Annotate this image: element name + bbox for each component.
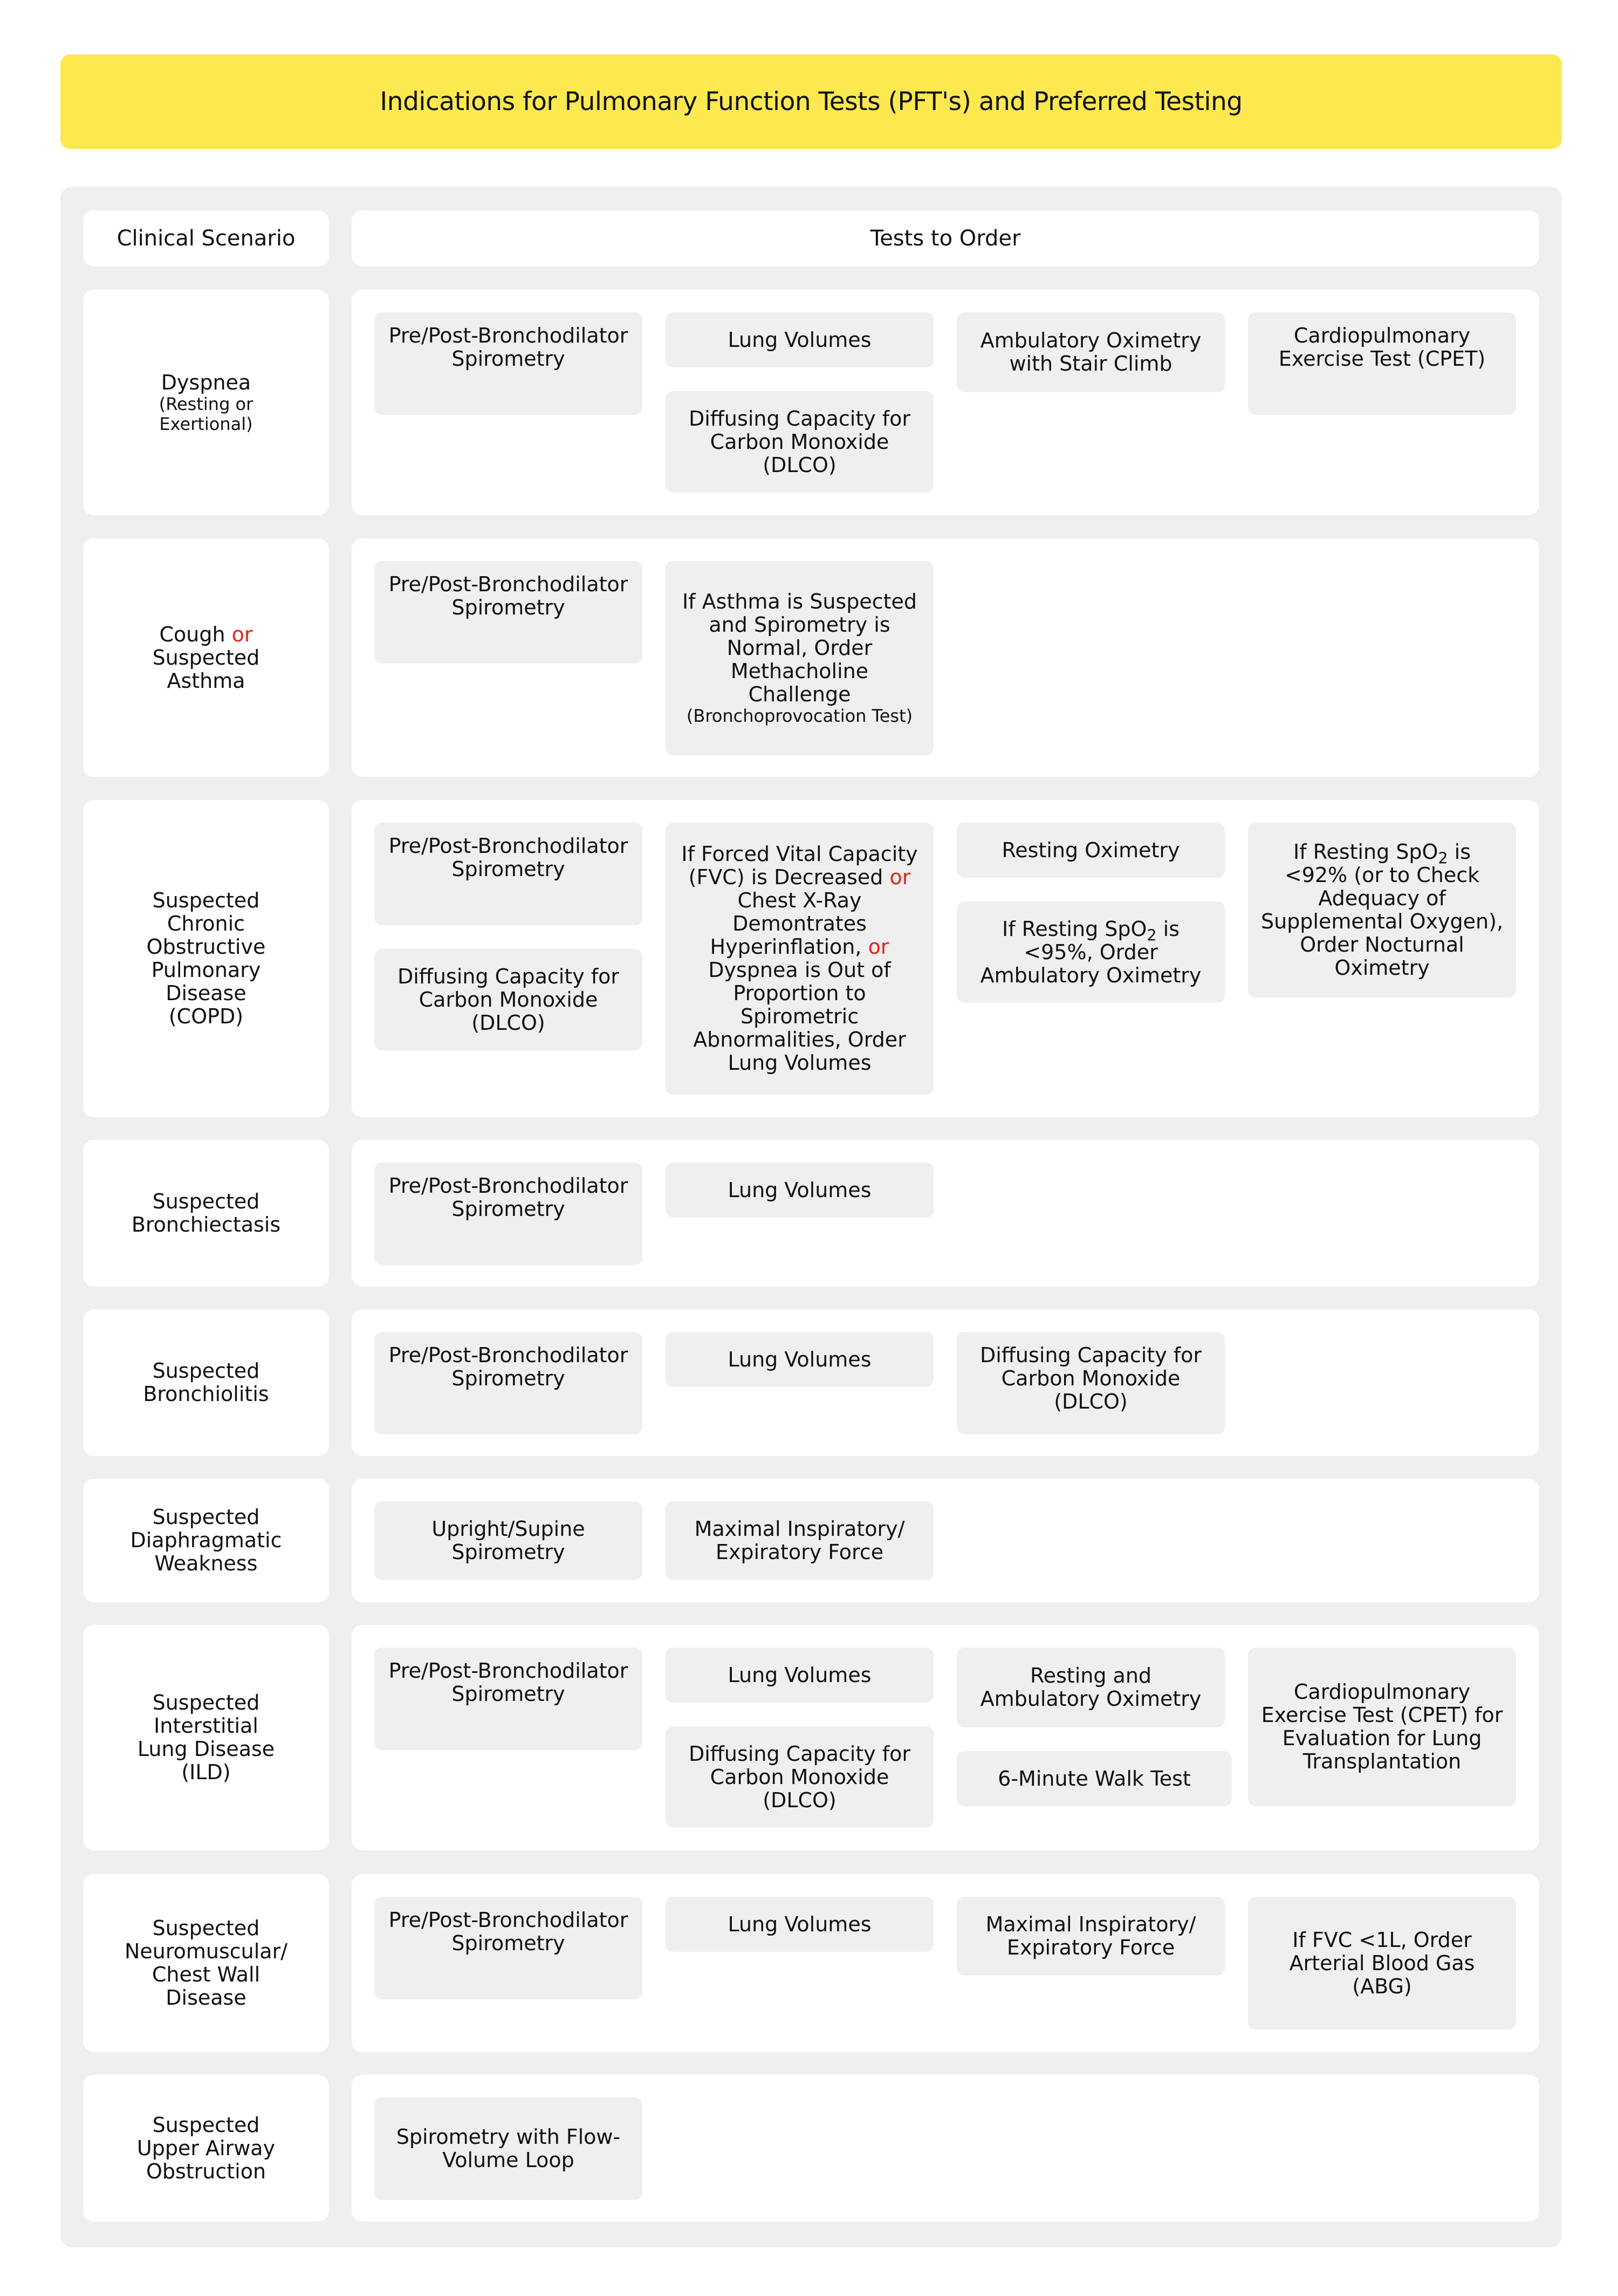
- header-scenario: Clinical Scenario: [83, 210, 329, 266]
- scenario-diaphragmatic-weakness: Suspected Diaphragmatic Weakness: [83, 1479, 329, 1602]
- test-cpet: Cardiopulmonary Exercise Test (CPET) for Evaluation for Lung Transplantation: [1248, 1648, 1516, 1806]
- scenario-cough-asthma: Cough or Suspected Asthma: [83, 538, 329, 777]
- test-flow-volume-loop: Spirometry with Flow-Volume Loop: [374, 2097, 642, 2200]
- tests-upper-airway: [352, 2075, 1539, 2222]
- test-dlco: Diffusing Capacity for Carbon Monoxide (DLCO): [374, 949, 642, 1050]
- test-lung-volumes-conditional: If Forced Vital Capacity (FVC) is Decreased or Chest X-Ray Demontrates Hyperinflation, or Dyspnea is Out of Proportion to Spirometric Abnormalities, Order Lung Volumes: [666, 823, 934, 1095]
- test-cpet: Cardiopulmonary Exercise Test (CPET): [1248, 312, 1516, 415]
- tests-neuromuscular: [352, 1874, 1539, 2052]
- tests-diaphragmatic-weakness: [352, 1479, 1539, 1602]
- header-tests: Tests to Order: [352, 210, 1539, 266]
- test-methacholine: If Asthma is Suspected and Spirometry is Normal, Order Methacholine Challenge (Bronchoprovocation Test): [666, 561, 934, 755]
- test-spirometry: Pre/Post-Bronchodilator Spirometry: [374, 312, 642, 415]
- scenario-copd: Suspected Chronic Obstructive Pulmonary Disease (COPD): [83, 800, 329, 1117]
- tests-bronchiectasis: [352, 1140, 1539, 1287]
- test-lung-volumes: Lung Volumes: [666, 1332, 934, 1387]
- test-max-force: Maximal Inspiratory/ Expiratory Force: [666, 1501, 934, 1580]
- scenario-upper-airway: Suspected Upper Airway Obstruction: [83, 2075, 329, 2222]
- scenario-neuromuscular: Suspected Neuromuscular/ Chest Wall Disease: [83, 1874, 329, 2052]
- tests-cough-asthma: [352, 538, 1539, 777]
- test-dlco: Diffusing Capacity for Carbon Monoxide (DLCO): [957, 1332, 1225, 1434]
- test-ambulatory-oximetry: If Resting SpO$_2$ is <95%, Order Ambulatory Oximetry: [957, 901, 1225, 1003]
- test-nocturnal-oximetry: If Resting SpO$_2$ is <92% (or to Check Adequacy of Supplemental Oxygen), Order Nocturnal Oximetry: [1248, 823, 1516, 997]
- test-max-force: Maximal Inspiratory/ Expiratory Force: [957, 1897, 1225, 1976]
- scenario-bronchiectasis: Suspected Bronchiectasis: [83, 1140, 329, 1287]
- test-ambulatory-oximetry: Ambulatory Oximetry with Stair Climb: [957, 312, 1225, 392]
- test-spirometry: Pre/Post-Bronchodilator Spirometry: [374, 561, 642, 664]
- scenario-dyspnea: Dyspnea (Resting or Exertional): [83, 290, 329, 515]
- test-6-minute-walk: 6-Minute Walk Test: [957, 1751, 1232, 1806]
- test-lung-volumes: Lung Volumes: [666, 1648, 934, 1703]
- page-title: Indications for Pulmonary Function Tests (PFT's) and Preferred Testing: [380, 87, 1243, 117]
- tests-ild: [352, 1625, 1539, 1850]
- scenario-bronchiolitis: Suspected Bronchiolitis: [83, 1309, 329, 1456]
- test-resting-oximetry: Resting Oximetry: [957, 823, 1225, 878]
- test-spirometry: Pre/Post-Bronchodilator Spirometry: [374, 1648, 642, 1750]
- test-spirometry: Upright/Supine Spirometry: [374, 1501, 642, 1580]
- test-lung-volumes: Lung Volumes: [666, 312, 934, 367]
- tests-copd: [352, 800, 1539, 1117]
- test-abg: If FVC <1L, Order Arterial Blood Gas (ABG): [1248, 1897, 1516, 2030]
- scenario-ild: Suspected Interstitial Lung Disease (ILD): [83, 1625, 329, 1850]
- test-lung-volumes: Lung Volumes: [666, 1897, 934, 1952]
- title-banner: [60, 54, 1562, 149]
- test-spirometry: Pre/Post-Bronchodilator Spirometry: [374, 1163, 642, 1265]
- test-dlco: Diffusing Capacity for Carbon Monoxide (DLCO): [666, 1726, 934, 1828]
- tests-bronchiolitis: [352, 1309, 1539, 1456]
- test-spirometry: Pre/Post-Bronchodilator Spirometry: [374, 1332, 642, 1434]
- test-oximetry: Resting and Ambulatory Oximetry: [957, 1648, 1225, 1727]
- test-spirometry: Pre/Post-Bronchodilator Spirometry: [374, 823, 642, 925]
- test-dlco: Diffusing Capacity for Carbon Monoxide (DLCO): [666, 391, 934, 493]
- tests-dyspnea: [352, 290, 1539, 515]
- test-lung-volumes: Lung Volumes: [666, 1163, 934, 1218]
- test-spirometry: Pre/Post-Bronchodilator Spirometry: [374, 1897, 642, 1999]
